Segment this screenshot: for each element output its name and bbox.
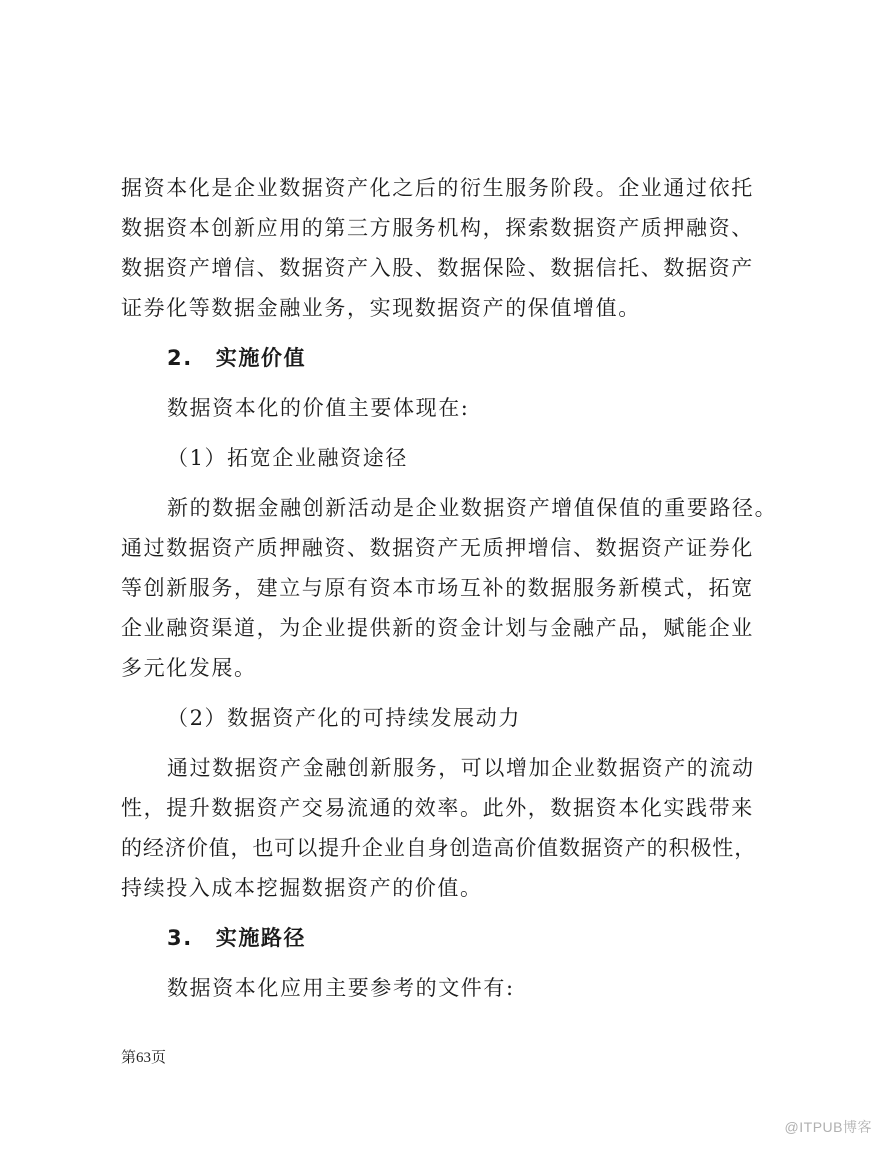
section-heading-implementation-value <box>121 338 781 378</box>
page-number: 第63页 <box>121 1050 167 1066</box>
text-line: 企业融资渠道，为企业提供新的资金计划与金融产品，赋能企业 <box>121 616 754 640</box>
text-line: 性，提升数据资产交易流通的效率。此外，数据资本化实践带来 <box>121 796 754 820</box>
text-line: 证券化等数据金融业务，实现数据资产的保值增值。 <box>121 296 641 320</box>
text-line: 通过数据资产金融创新服务，可以增加企业数据资产的流动 <box>167 756 755 780</box>
text-line: 新的数据金融创新活动是企业数据资产增值保值的重要路径。 <box>167 496 778 520</box>
text-line: 数据资本化的价值主要体现在: <box>167 396 470 420</box>
section-number: 3. <box>167 926 193 950</box>
intro-path-paragraph <box>121 968 781 1008</box>
text-line: 等创新服务，建立与原有资本市场互补的数据服务新模式，拓宽 <box>121 576 754 600</box>
text-line: 数据资产增信、数据资产入股、数据保险、数据信托、数据资产 <box>121 256 754 280</box>
text-line: 的经济价值，也可以提升企业自身创造高价值数据资产的积极性， <box>121 836 757 860</box>
intro-value-paragraph <box>121 388 781 428</box>
text-line: 据资本化是企业数据资产化之后的衍生服务阶段。企业通过依托 <box>121 176 754 200</box>
text-line: 持续投入成本挖掘数据资产的价值。 <box>121 876 483 900</box>
subheading-sustainable-momentum: （2）数据资产化的可持续发展动力 <box>167 706 521 730</box>
section-title: 实施路径 <box>215 926 307 950</box>
text-line: 多元化发展。 <box>121 656 257 680</box>
document-body <box>121 168 781 1018</box>
section-title: 实施价值 <box>215 346 307 370</box>
text-line: 数据资本化应用主要参考的文件有: <box>167 976 515 1000</box>
paragraph-capitalization-stage <box>121 168 781 328</box>
section-heading-implementation-path <box>121 918 781 958</box>
section-number: 2. <box>167 346 193 370</box>
text-line: 数据资本创新应用的第三方服务机构，探索数据资产质押融资、 <box>121 216 754 240</box>
watermark: @ITPUB博客 <box>784 1119 872 1135</box>
paragraph-sustainable-momentum <box>121 748 781 908</box>
subheading-financing-channels: （1）拓宽企业融资途径 <box>167 446 408 470</box>
paragraph-financing-channels <box>121 488 781 688</box>
text-line: 通过数据资产质押融资、数据资产无质押增信、数据资产证券化 <box>121 536 754 560</box>
